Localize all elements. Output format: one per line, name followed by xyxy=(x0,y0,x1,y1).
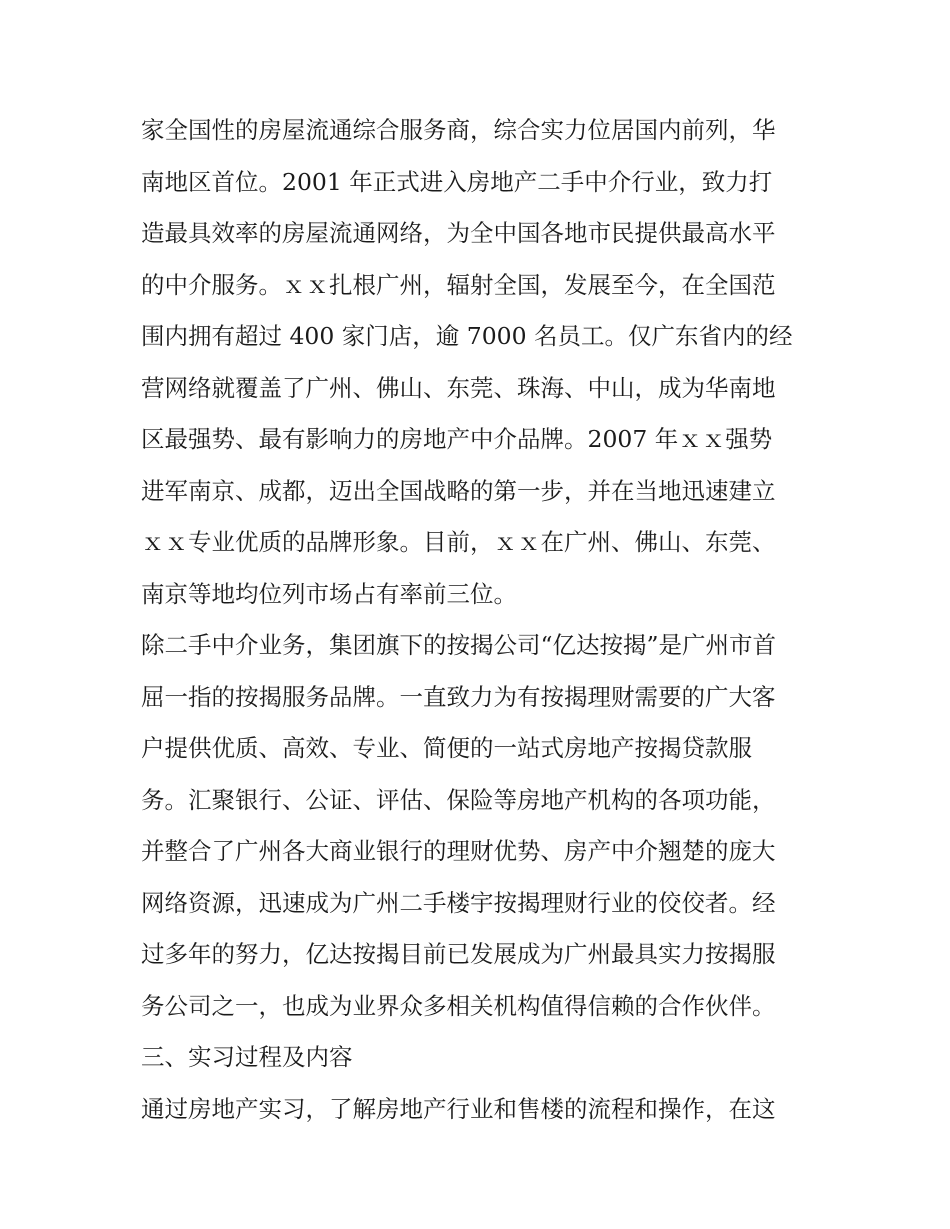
section-heading: 三、实习过程及内容 xyxy=(141,1043,353,1071)
text-line: 户提供优质、高效、专业、简便的一站式房地产按揭贷款服 xyxy=(141,734,752,762)
text-line: 网络资源，迅速成为广州二手楼宇按揭理财行业的佼佼者。经 xyxy=(141,888,776,917)
text-line: 营网络就覆盖了广州、佛山、东莞、珠海、中山，成为华南地 xyxy=(141,373,776,402)
text-line: 屈一指的按揭服务品牌。一直致力为有按揭理财需要的广大客 xyxy=(141,682,776,711)
text-line: 南京等地均位列市场占有率前三位。 xyxy=(141,579,517,608)
text-line: 区最强势、最有影响力的房地产中介品牌。2007 年ｘｘ强势 xyxy=(141,425,773,453)
body-text xyxy=(141,105,821,1135)
text-line: 家全国性的房屋流通综合服务商，综合实力位居国内前列，华 xyxy=(141,116,776,144)
text-line: 南地区首位。2001 年正式进入房地产二手中介行业，致力打 xyxy=(141,167,773,196)
text-line: 造最具效率的房屋流通网络，为全中国各地市民提供最高水平 xyxy=(141,219,776,247)
text-line: 的中介服务。ｘｘ扎根广州，辐射全国，发展至今，在全国范 xyxy=(141,270,776,299)
text-line: 并整合了广州各大商业银行的理财优势、房产中介翘楚的庞大 xyxy=(141,837,776,865)
text-line: 务公司之一，也成为业界众多相关机构值得信赖的合作伙伴。 xyxy=(141,991,776,1020)
text-line: 进军南京、成都，迈出全国战略的第一步，并在当地迅速建立 xyxy=(141,476,776,505)
text-line: 务。汇聚银行、公证、评估、保险等房地产机构的各项功能， xyxy=(141,785,776,814)
text-line: 围内拥有超过 400 家门店，逾 7000 名员工。仅广东省内的经 xyxy=(141,322,793,350)
text-line: ｘｘ专业优质的品牌形象。目前，ｘｘ在广州、佛山、东莞、 xyxy=(141,528,776,556)
text-line: 通过房地产实习，了解房地产行业和售楼的流程和操作，在这 xyxy=(141,1094,776,1123)
text-line: 除二手中介业务，集团旗下的按揭公司“亿达按揭”是广州市首 xyxy=(141,631,777,659)
text-line: 过多年的努力，亿达按揭目前已发展成为广州最具实力按揭服 xyxy=(141,940,776,968)
